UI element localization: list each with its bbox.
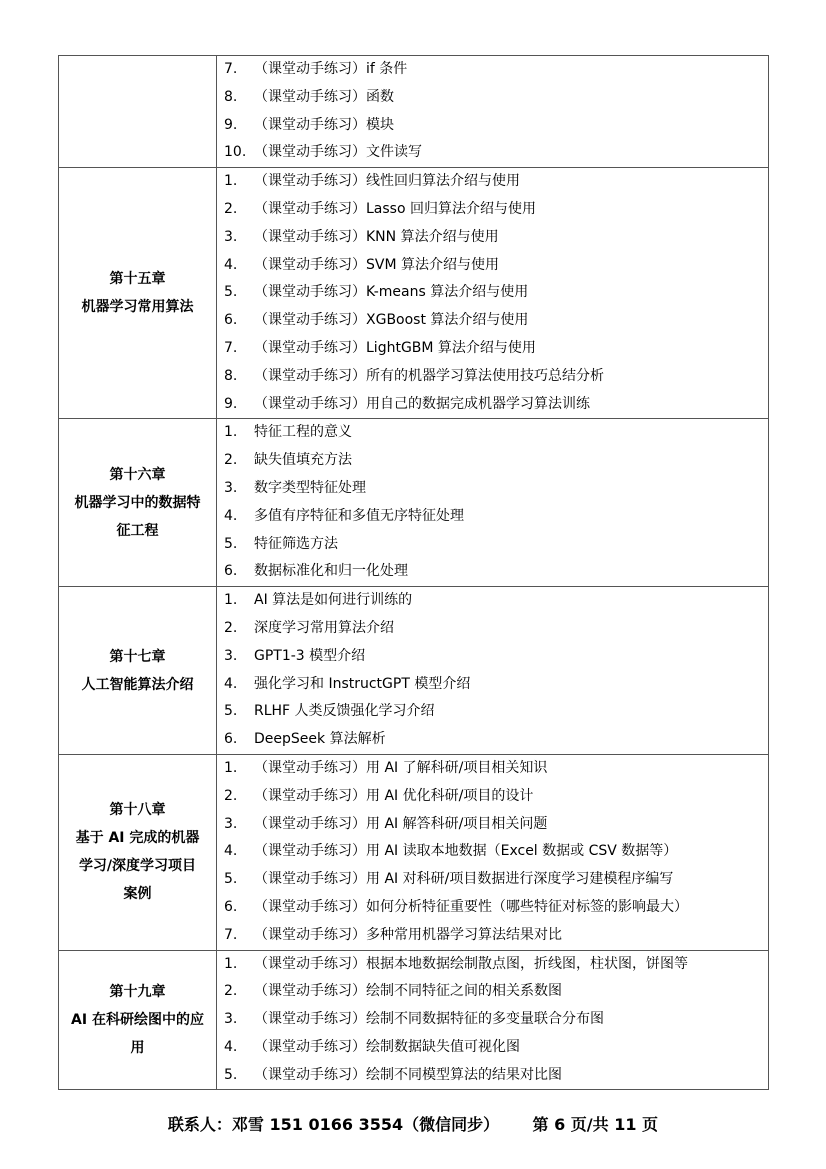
topic-list-cell xyxy=(217,56,769,168)
chapter-title-cell xyxy=(59,168,217,419)
topic-item xyxy=(217,419,768,447)
topic-text: （课堂动手练习）if 条件 xyxy=(254,61,408,77)
topic-text: 特征工程的意义 xyxy=(254,424,352,441)
course-outline-body xyxy=(59,56,769,1090)
topic-item xyxy=(217,447,768,475)
topic-number: 4. xyxy=(224,256,238,273)
topic-item xyxy=(217,811,768,839)
topic-item xyxy=(217,531,768,559)
chapter-title-line: 机器学习常用算法 xyxy=(81,299,194,316)
topic-number: 8. xyxy=(224,88,238,105)
topic-item xyxy=(217,139,768,167)
chapter-title-line: 人工智能算法介绍 xyxy=(81,676,194,693)
topic-item xyxy=(217,1062,768,1090)
topic-item xyxy=(217,1006,768,1034)
topic-text: （课堂动手练习）用自己的数据完成机器学习算法训练 xyxy=(254,395,590,412)
chapter-title-line: 征工程 xyxy=(116,522,159,539)
topic-text: （课堂动手练习）用 AI 读取本地数据（Excel 数据或 CSV 数据等） xyxy=(254,843,678,860)
topic-list-cell xyxy=(217,168,769,419)
topic-text: 数据标准化和归一化处理 xyxy=(254,563,408,580)
topic-item xyxy=(217,112,768,140)
chapter-row xyxy=(59,168,769,419)
topic-list-cell xyxy=(217,587,769,755)
chapter-title-line: 案例 xyxy=(123,886,152,903)
topic-number: 8. xyxy=(224,367,238,384)
topic-number: 2. xyxy=(224,787,238,804)
topic-item xyxy=(217,978,768,1006)
topic-text: 缺失值填充方法 xyxy=(254,452,352,469)
topic-text: （课堂动手练习）文件读写 xyxy=(254,144,422,161)
topic-item xyxy=(217,363,768,391)
chapter-title-line: 第十六章 xyxy=(109,466,166,483)
chapter-title-line: 用 xyxy=(130,1039,145,1056)
topic-text: （课堂动手练习）模块 xyxy=(254,116,394,133)
topic-number: 3. xyxy=(224,1011,238,1028)
topic-number: 7. xyxy=(224,61,238,77)
topic-text: （课堂动手练习）线性回归算法介绍与使用 xyxy=(254,173,520,190)
topic-text: 强化学习和 InstructGPT 模型介绍 xyxy=(254,675,471,692)
page-footer xyxy=(0,1112,826,1135)
chapter-title-cell xyxy=(59,950,217,1090)
chapter-title-cell xyxy=(59,419,217,587)
topic-number: 1. xyxy=(224,592,238,609)
topic-text: （课堂动手练习）LightGBM 算法介绍与使用 xyxy=(254,339,536,356)
chapter-row xyxy=(59,754,769,950)
topic-number: 2. xyxy=(224,619,238,636)
topic-list-cell xyxy=(217,754,769,950)
chapter-title-line: 第十五章 xyxy=(109,271,166,288)
chapter-title-line: 第十九章 xyxy=(109,983,166,1000)
topic-item xyxy=(217,56,768,84)
topic-item xyxy=(217,698,768,726)
topic-text: （课堂动手练习）绘制不同模型算法的结果对比图 xyxy=(254,1066,562,1083)
topic-number: 5. xyxy=(224,535,238,552)
footer-page-number: 第 6 页/共 11 页 xyxy=(532,1115,659,1134)
topic-item xyxy=(217,168,768,196)
topic-number: 7. xyxy=(224,339,238,356)
topic-number: 10. xyxy=(224,144,247,161)
topic-number: 9. xyxy=(224,116,238,133)
topic-item xyxy=(217,307,768,335)
topic-item xyxy=(217,726,768,754)
topic-item xyxy=(217,922,768,950)
topic-item xyxy=(217,475,768,503)
topic-text: （课堂动手练习）多种常用机器学习算法结果对比 xyxy=(254,926,562,943)
topic-item xyxy=(217,279,768,307)
chapter-title-line: 第十七章 xyxy=(109,648,166,665)
topic-number: 4. xyxy=(224,843,238,860)
chapter-row xyxy=(59,587,769,755)
topic-number: 5. xyxy=(224,284,238,301)
topic-item xyxy=(217,558,768,586)
topic-number: 6. xyxy=(224,563,238,580)
topic-number: 1. xyxy=(224,173,238,190)
topic-number: 2. xyxy=(224,452,238,469)
topic-text: （课堂动手练习）绘制数据缺失值可视化图 xyxy=(254,1038,520,1055)
topic-item xyxy=(217,224,768,252)
topic-text: （课堂动手练习）用 AI 了解科研/项目相关知识 xyxy=(254,759,548,776)
chapter-row xyxy=(59,56,769,168)
topic-number: 4. xyxy=(224,507,238,524)
topic-text: 数字类型特征处理 xyxy=(254,479,366,496)
topic-item xyxy=(217,84,768,112)
topic-text: （课堂动手练习）用 AI 对科研/项目数据进行深度学习建模程序编写 xyxy=(254,871,674,888)
topic-item xyxy=(217,391,768,419)
topic-item xyxy=(217,951,768,979)
topic-item xyxy=(217,587,768,615)
topic-number: 1. xyxy=(224,955,238,972)
topic-text: （课堂动手练习）所有的机器学习算法使用技巧总结分析 xyxy=(254,367,604,384)
topic-number: 4. xyxy=(224,1038,238,1055)
chapter-title-line: 机器学习中的数据特 xyxy=(74,494,201,511)
topic-item xyxy=(217,643,768,671)
topic-item xyxy=(217,671,768,699)
course-outline-table xyxy=(58,55,769,1090)
topic-item xyxy=(217,252,768,280)
topic-text: RLHF 人类反馈强化学习介绍 xyxy=(254,703,435,720)
topic-item xyxy=(217,894,768,922)
topic-text: （课堂动手练习）XGBoost 算法介绍与使用 xyxy=(254,312,529,329)
chapter-title-line: 学习/深度学习项目 xyxy=(78,858,197,875)
topic-number: 2. xyxy=(224,200,238,217)
topic-text: 深度学习常用算法介绍 xyxy=(254,619,394,636)
chapter-row xyxy=(59,950,769,1090)
topic-number: 5. xyxy=(224,871,238,888)
topic-text: （课堂动手练习）KNN 算法介绍与使用 xyxy=(254,228,499,245)
topic-item xyxy=(217,866,768,894)
topic-text: （课堂动手练习）函数 xyxy=(254,88,394,105)
topic-text: （课堂动手练习）用 AI 优化科研/项目的设计 xyxy=(254,787,534,804)
topic-number: 3. xyxy=(224,228,238,245)
topic-item xyxy=(217,196,768,224)
topic-text: （课堂动手练习）K-means 算法介绍与使用 xyxy=(254,284,529,301)
topic-text: （课堂动手练习）SVM 算法介绍与使用 xyxy=(254,256,499,273)
topic-item xyxy=(217,783,768,811)
topic-text: （课堂动手练习）如何分析特征重要性（哪些特征对标签的影响最大） xyxy=(254,898,688,915)
topic-item xyxy=(217,838,768,866)
topic-text: （课堂动手练习）用 AI 解答科研/项目相关问题 xyxy=(254,815,548,832)
topic-number: 5. xyxy=(224,703,238,720)
topic-number: 4. xyxy=(224,675,238,692)
chapter-title-cell xyxy=(59,587,217,755)
topic-number: 2. xyxy=(224,983,238,1000)
topic-text: 多值有序特征和多值无序特征处理 xyxy=(254,507,464,524)
chapter-title-line: 第十八章 xyxy=(109,802,166,819)
topic-number: 5. xyxy=(224,1066,238,1083)
topic-item xyxy=(217,615,768,643)
footer-contact: 联系人：邓雪 151 0166 3554（微信同步） xyxy=(167,1115,500,1134)
topic-text: （课堂动手练习）根据本地数据绘制散点图，折线图，柱状图，饼图等 xyxy=(254,955,688,972)
topic-item xyxy=(217,503,768,531)
chapter-title-line: 基于 AI 完成的机器 xyxy=(75,830,200,847)
topic-item xyxy=(217,755,768,783)
topic-item xyxy=(217,335,768,363)
topic-text: （课堂动手练习）Lasso 回归算法介绍与使用 xyxy=(254,200,536,217)
topic-text: DeepSeek 算法解析 xyxy=(254,731,386,748)
topic-list-cell xyxy=(217,950,769,1090)
topic-number: 3. xyxy=(224,479,238,496)
topic-text: （课堂动手练习）绘制不同数据特征的多变量联合分布图 xyxy=(254,1011,604,1028)
topic-number: 3. xyxy=(224,815,238,832)
topic-number: 1. xyxy=(224,424,238,441)
topic-number: 3. xyxy=(224,647,238,664)
topic-number: 1. xyxy=(224,759,238,776)
chapter-row xyxy=(59,419,769,587)
topic-number: 6. xyxy=(224,731,238,748)
topic-item xyxy=(217,1034,768,1062)
topic-list-cell xyxy=(217,419,769,587)
topic-text: 特征筛选方法 xyxy=(254,535,338,552)
topic-number: 6. xyxy=(224,312,238,329)
topic-text: GPT1-3 模型介绍 xyxy=(254,647,366,664)
chapter-title-cell xyxy=(59,754,217,950)
chapter-title-cell xyxy=(59,56,217,168)
topic-number: 7. xyxy=(224,926,238,943)
topic-number: 6. xyxy=(224,898,238,915)
topic-text: AI 算法是如何进行训练的 xyxy=(254,592,413,609)
chapter-title-line: AI 在科研绘图中的应 xyxy=(71,1011,204,1028)
topic-number: 9. xyxy=(224,395,238,412)
topic-text: （课堂动手练习）绘制不同特征之间的相关系数图 xyxy=(254,983,562,1000)
